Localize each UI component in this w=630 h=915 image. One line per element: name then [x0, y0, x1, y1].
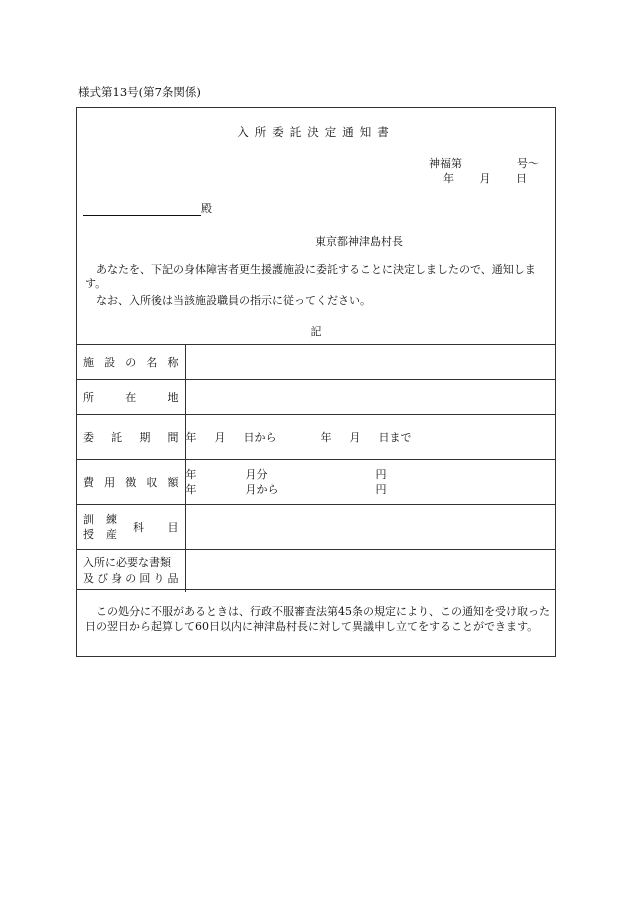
appeal-notice: この処分に不服があるときは、行政不服審査法第45条の規定により、この通知を受け取った日の翌日から起算して60日以内に神津島村長に対して異議申し立てをすることができます。	[85, 605, 550, 633]
fee-row1-month: 月分	[245, 468, 268, 481]
sender: 東京都神津島村長	[315, 235, 403, 248]
table-row	[77, 460, 555, 505]
fee-row1-year: 年	[185, 468, 197, 481]
period-value	[185, 415, 555, 460]
period-text: 委 託 期 間	[83, 431, 179, 444]
location-text: 所 在 地	[83, 391, 179, 404]
table-row	[77, 415, 555, 460]
form-number-label: 様式第13号(第7条関係)	[78, 85, 201, 99]
fee-value	[185, 460, 555, 505]
fee-row2-month: 月から	[245, 483, 279, 496]
location-value	[185, 380, 555, 415]
period-start-year: 年	[185, 431, 197, 444]
addressee-name-line	[83, 203, 201, 216]
addressee	[83, 200, 212, 216]
period-end-day: 日まで	[378, 431, 412, 444]
date-month: 月	[479, 172, 491, 185]
training-label-1: 訓 練	[83, 513, 117, 526]
fee-row2-year: 年	[185, 483, 197, 496]
table-row	[77, 345, 555, 380]
facility-name-text: 施 設 の 名 称	[83, 356, 179, 369]
period-label	[77, 415, 185, 460]
notice-form	[76, 107, 556, 657]
document-number: 神福第 号〜	[429, 157, 539, 170]
training-label	[77, 505, 185, 550]
body-paragraph-1: あなたを、下記の身体障害者更生援護施設に委託することに決定しましたので、通知します。	[85, 263, 536, 290]
period-end-month: 月	[349, 431, 361, 444]
items-value	[185, 550, 555, 593]
period-end-year: 年	[320, 431, 332, 444]
items-label-1: 入所に必要な書類	[83, 556, 171, 569]
items-label-2: 及 び 身 の 回 り 品	[83, 572, 179, 585]
training-label-2: 授 産	[83, 528, 117, 541]
facility-name-label	[77, 345, 185, 380]
table-row	[77, 550, 555, 593]
fee-label	[77, 460, 185, 505]
addressee-suffix: 殿	[201, 202, 212, 215]
issue-date	[421, 170, 527, 186]
period-start-month: 月	[214, 431, 226, 444]
facility-name-value	[185, 345, 555, 380]
details-table	[77, 344, 555, 592]
table-row	[77, 380, 555, 415]
training-value	[185, 505, 555, 550]
document-title: 入所委託決定通知書	[237, 125, 395, 139]
fee-row1-yen: 円	[375, 468, 387, 481]
training-label-item: 科 目	[133, 521, 179, 534]
divider	[77, 589, 555, 590]
fee-text: 費 用 徴 収 額	[83, 476, 179, 489]
table-row	[77, 505, 555, 550]
items-label	[77, 550, 185, 593]
period-start-day: 日から	[243, 431, 277, 444]
body-paragraph-2: なお、入所後は当該施設職員の指示に従ってください。	[96, 294, 371, 307]
fee-row-2	[186, 482, 556, 497]
ki-heading: 記	[310, 325, 322, 338]
location-label	[77, 380, 185, 415]
fee-row2-yen: 円	[375, 483, 387, 496]
date-day: 日	[516, 172, 527, 185]
fee-row-1	[186, 467, 556, 482]
date-year: 年	[443, 172, 454, 185]
